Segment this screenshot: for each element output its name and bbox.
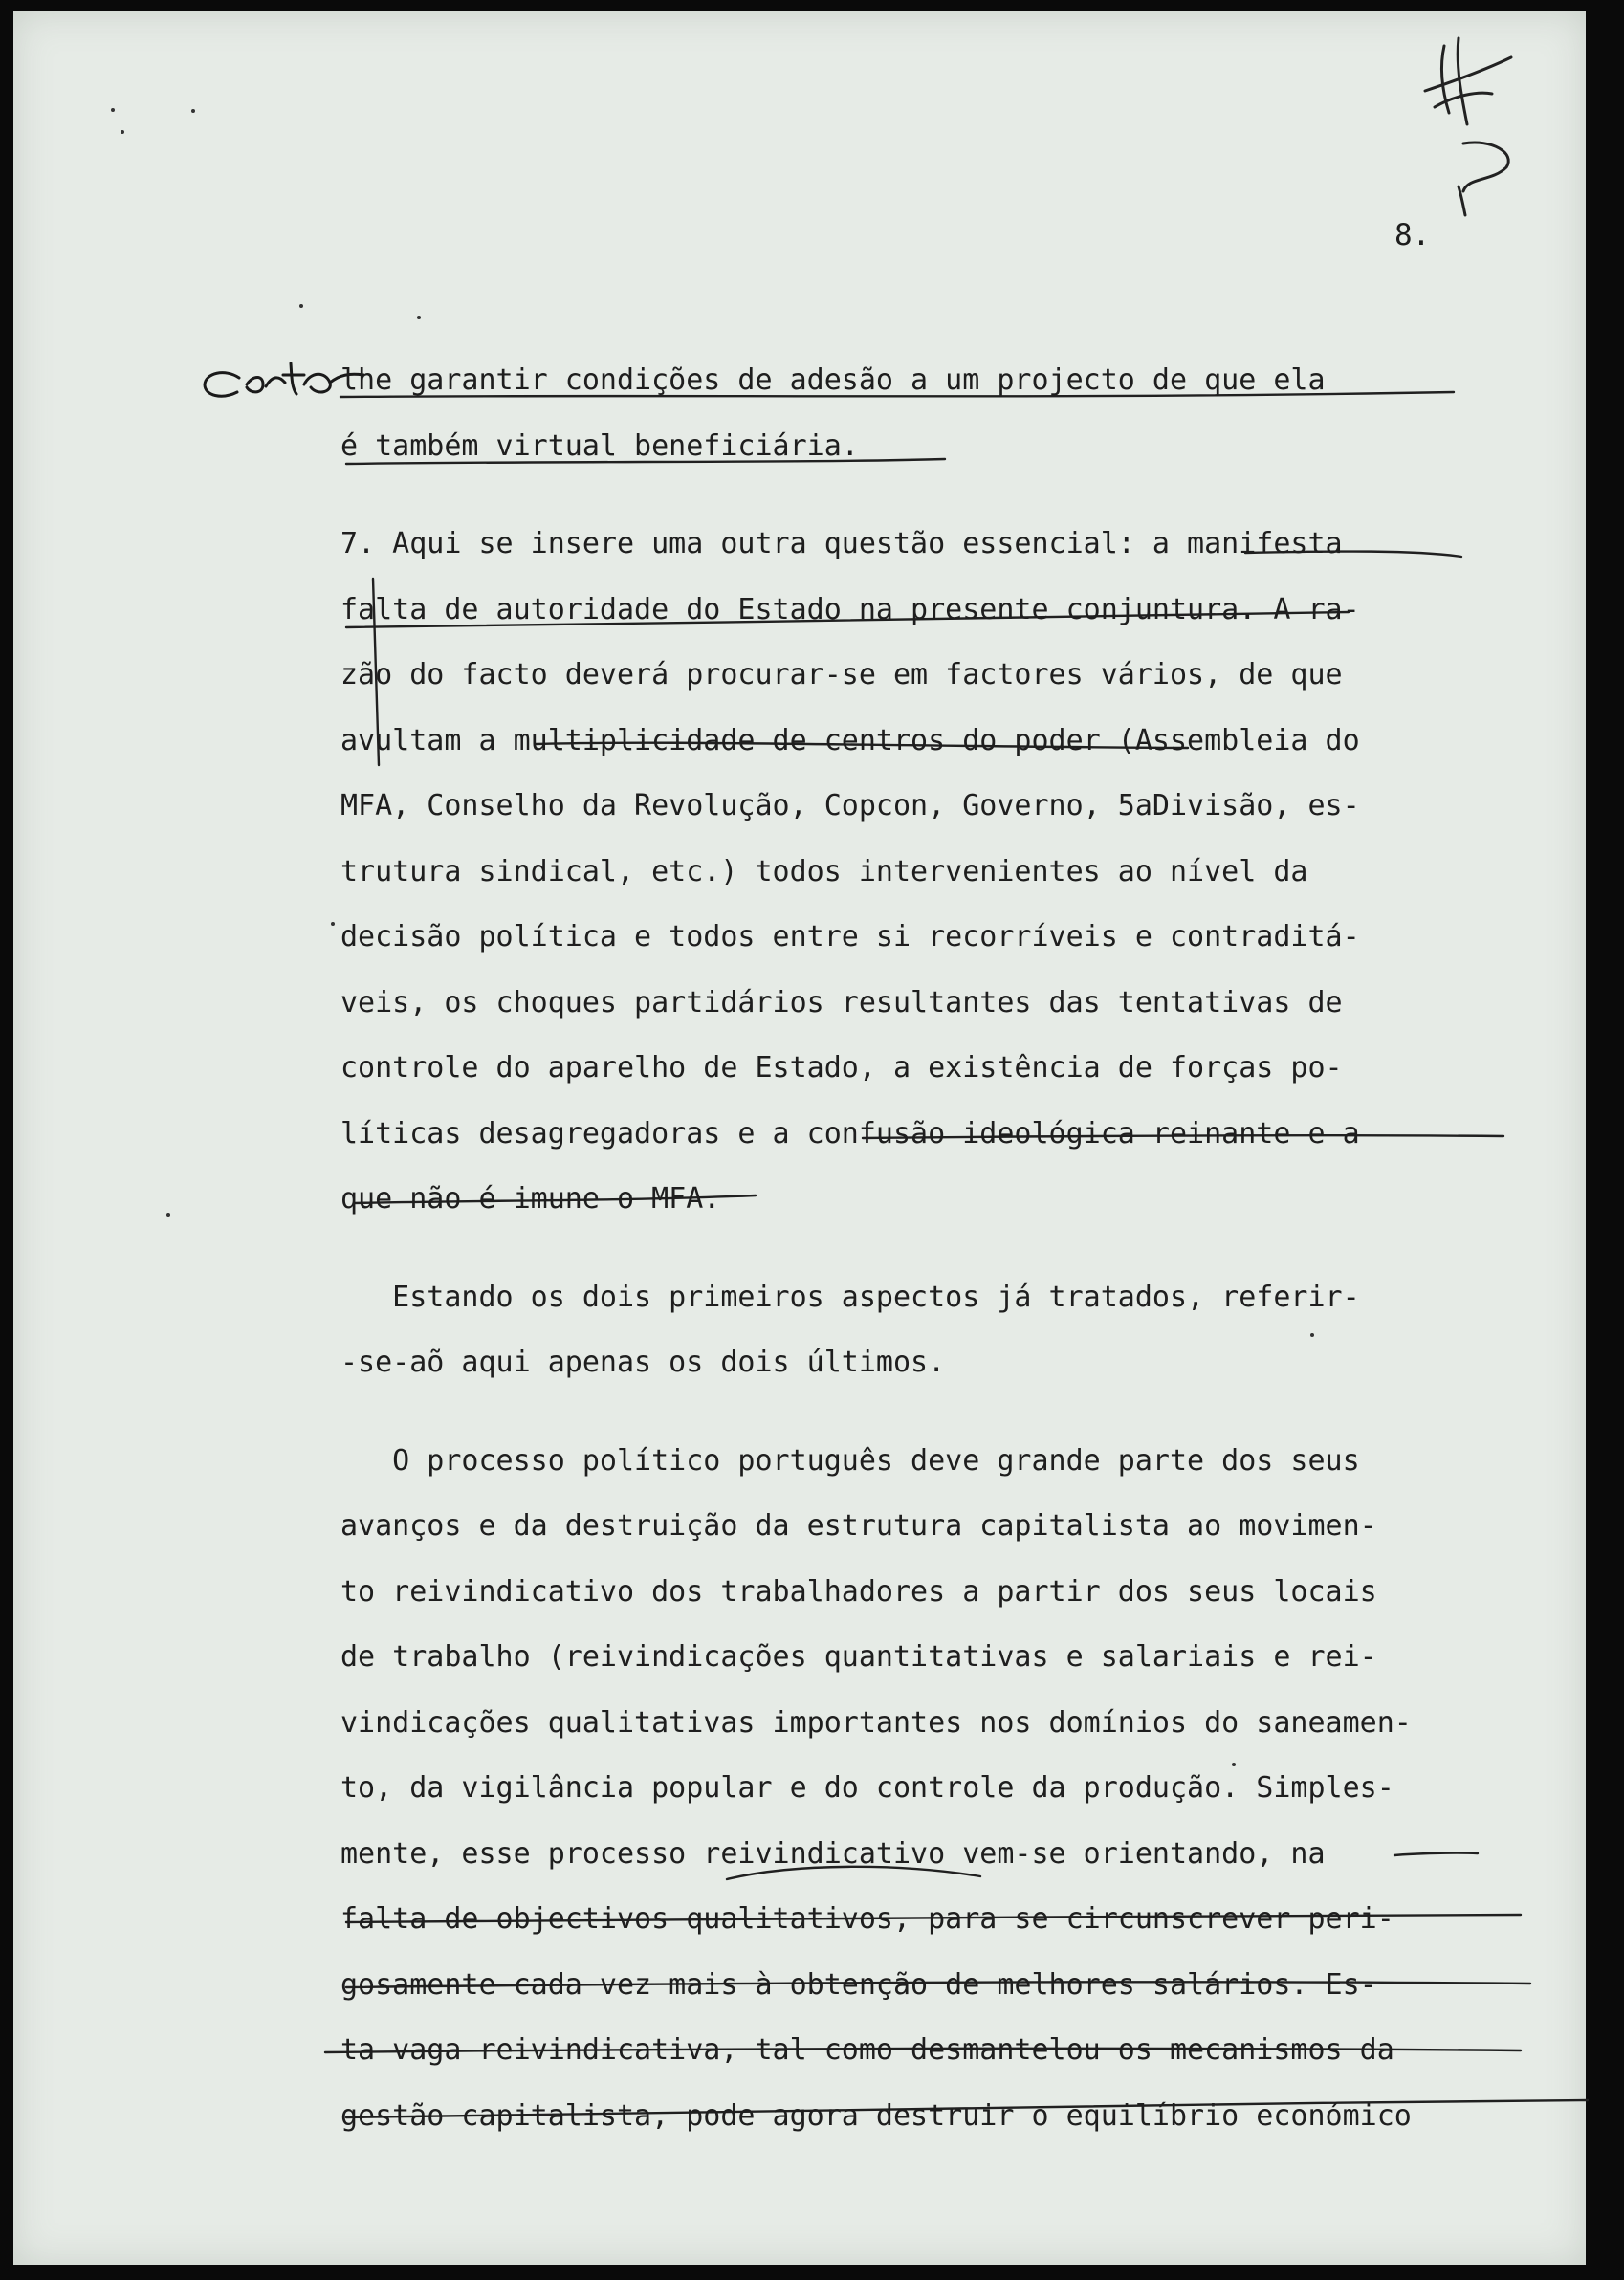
text-line: Estando os dois primeiros aspectos já tratados, referir- [340, 1280, 1360, 1314]
text-line: gosamente cada vez mais à obtenção de melhores salários. Es- [340, 1967, 1377, 2002]
text-line: -se-aõ aqui apenas os dois últimos. [340, 1346, 946, 1379]
signature-initials [1425, 38, 1511, 215]
text-line: MFA, Conselho da Revolução, Copcon, Governo, 5aDivisão, es- [340, 789, 1360, 822]
text-line: controle do aparelho de Estado, a existência de forças po- [340, 1051, 1343, 1085]
text-line: falta de autoridade do Estado na presente conjuntura. A ra- [340, 592, 1360, 626]
text-line: vindicações qualitativas importantes nos domínios do saneamen- [340, 1705, 1412, 1740]
document-body [340, 348, 1536, 2149]
text-line: veis, os choques partidários resultantes das tentativas de [340, 985, 1343, 1019]
text-line: lhe garantir condições de adesão a um projecto de que ela [340, 363, 1326, 397]
text-line: líticas desagregadoras e a confusão ideológica reinante e a [340, 1116, 1360, 1151]
text-line: é também virtual beneficiária. [340, 428, 859, 463]
text-line: avanços e da destruição da estrutura capitalista ao movimen- [340, 1509, 1377, 1543]
text-line: de trabalho (reivindicações quantitativas e salariais e rei- [340, 1640, 1377, 1674]
text-line: 7. Aqui se insere uma outra questão essencial: a manifesta [340, 527, 1343, 560]
text-line: trutura sindical, etc.) todos intervenientes ao nível da [340, 854, 1308, 888]
text-line: gestão capitalista, pode agora destruir o equilíbrio económico [340, 2098, 1412, 2133]
text-line: decisão política e todos entre si recorríveis e contraditá- [340, 920, 1360, 954]
text-line: to reivindicativo dos trabalhadores a partir dos seus locais [340, 1574, 1377, 1609]
text-line: to, da vigilância popular e do controle da produção. Simples- [340, 1771, 1394, 1805]
text-line: zão do facto deverá procurar-se em factores vários, de que [340, 658, 1343, 691]
text-line: ta vaga reivindicativa, tal como desmantelou os mecanismos da [340, 2033, 1394, 2067]
page-number: 8. [1394, 218, 1431, 252]
text-line: mente, esse processo reivindicativo vem-se orientando, na [340, 1836, 1326, 1871]
text-line: que não é imune o MFA. [340, 1182, 721, 1216]
text-line: O processo político português deve grande parte dos seus [340, 1443, 1360, 1478]
text-line: falta de objectivos qualitativos, para se circunscrever peri- [340, 1902, 1394, 1936]
text-line: avultam a multiplicidade de centros do poder (Assembleia do [340, 723, 1360, 757]
